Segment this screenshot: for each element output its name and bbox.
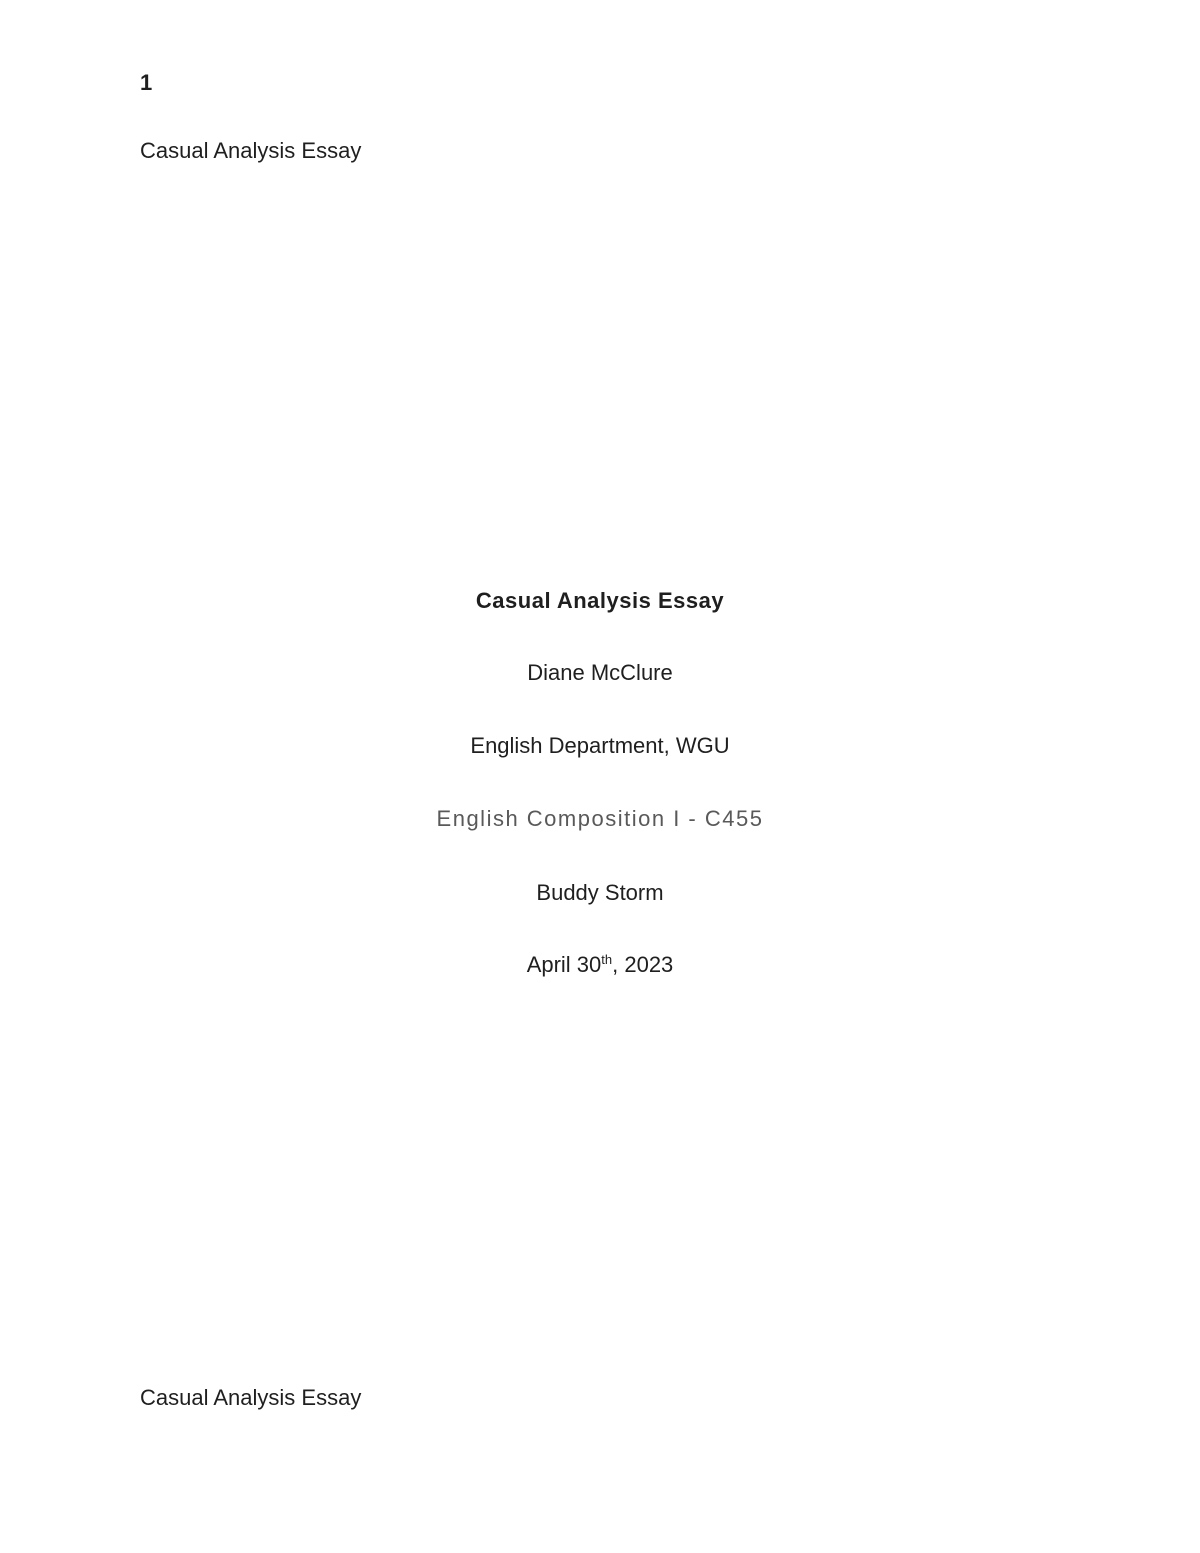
due-date-ordinal-suffix: th (601, 952, 613, 967)
department-affiliation: English Department, WGU (470, 733, 730, 758)
running-head: Casual Analysis Essay (140, 138, 362, 163)
instructor-name: Buddy Storm (536, 880, 664, 905)
due-date-day: April 30 (526, 952, 602, 977)
essay-title: Casual Analysis Essay (475, 588, 725, 613)
course-name: English Composition I - C455 (436, 806, 764, 831)
due-date-year: , 2023 (612, 952, 674, 977)
section-heading: Casual Analysis Essay (140, 1385, 362, 1410)
page-number: 1 (140, 70, 153, 95)
author-name: Diane McClure (527, 660, 673, 685)
due-date (0, 952, 1200, 978)
